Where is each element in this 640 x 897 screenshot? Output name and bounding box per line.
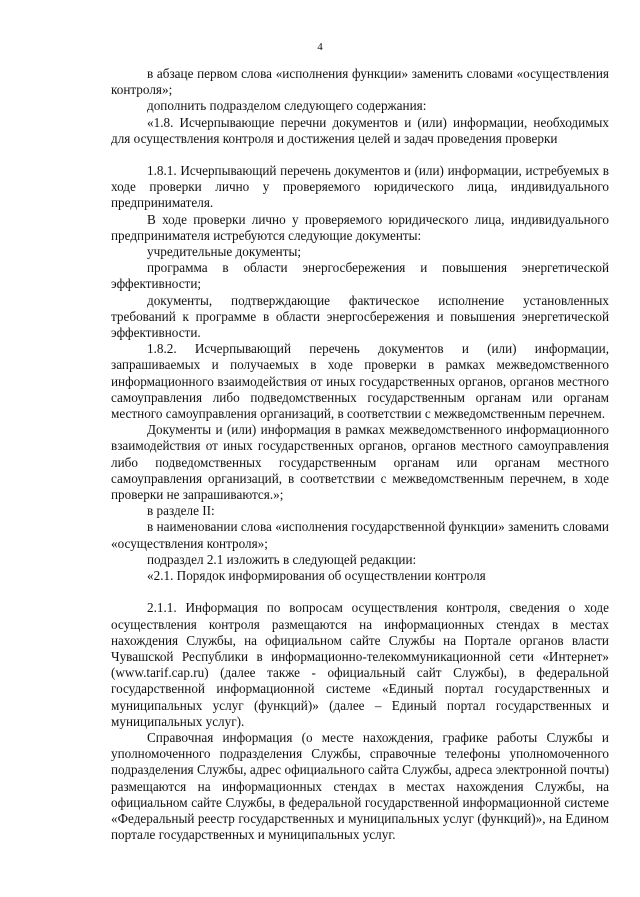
list-item: учредительные документы; — [147, 244, 302, 260]
paragraph: дополнить подразделом следующего содержания: — [147, 98, 427, 114]
paragraph: подраздел 2.1 изложить в следующей редакции: — [147, 551, 417, 567]
paragraph: 1.8.2. Исчерпывающий перечень документов и (или) информации, запрашиваемых и получаемых в ходе проверки в рамках межведомственного информационного взаимодействия от иных государственных органов, органов местного самоуправления либо подведомственных государственным органам или органам местного самоуправления организаций, в соответствии с межведомственным перечнем. — [111, 341, 609, 422]
document-body — [111, 66, 609, 843]
paragraph: в абзаце первом слова «исполнения функции» заменить словами «осуществления контроля»; — [111, 66, 609, 98]
page-number: 4 — [317, 41, 323, 53]
paragraph: 2.1.1. Информация по вопросам осуществления контроля, сведения о ходе осуществления контроля размещаются на информационных стендах в местах нахождения Службы, на официальном сайте Службы на Портале органов власти Чувашской Республики в информационно-телекоммуникационной сети «Интернет» (www.tarif.cap.ru) (далее также - официальный сайт Службы), в федеральной государственной информационной системе «Единый портал государственных и муниципальных услуг (функций)» (далее – Единый портал государственных и муниципальных услуг). — [111, 600, 609, 729]
paragraph: в наименовании слова «исполнения государственной функции» заменить словами «осуществления контроля»; — [111, 519, 609, 551]
paragraph: Документы и (или) информация в рамках межведомственного информационного взаимодействия от иных государственных органов, органов местного самоуправления либо подведомственных государственным органам или органам местного самоуправления организаций, в соответствии с межведомственным перечнем, в ходе проверки не запрашиваются.»; — [111, 422, 609, 503]
paragraph: Справочная информация (о месте нахождения, графике работы Службы и уполномоченного подразделения Службы, справочные телефоны уполномоченного подразделения Службы, адрес официального сайта Службы, адреса электронной почты) размещаются на информационных стендах в местах нахождения Службы, на официальном сайте Службы, в федеральной государственной информационной системе «Федеральный реестр государственных и муниципальных услуг (функций)», на Едином портале государственных и муниципальных услуг. — [111, 729, 609, 843]
section-heading-2-1: «2.1. Порядок информирования об осуществлении контроля — [147, 568, 486, 584]
paragraph: в разделе II: — [147, 503, 215, 519]
list-item: документы, подтверждающие фактическое исполнение установленных требований к программе в области энергосбережения и повышения энергетической эффективности. — [111, 292, 609, 341]
paragraph: 1.8.1. Исчерпывающий перечень документов и (или) информации, истребуемых в ходе проверки лично у проверяемого юридического лица, индивидуального предпринимателя. — [111, 163, 609, 211]
section-heading-1-8: «1.8. Исчерпывающие перечни документов и (или) информации, необходимых для осуществления контроля и достижения целей и задач проведения проверки — [111, 114, 609, 146]
list-item: программа в области энергосбережения и повышения энергетической эффективности; — [111, 260, 609, 292]
paragraph: В ходе проверки лично у проверяемого юридического лица, индивидуального предпринимателя истребуются следующие документы: — [111, 211, 609, 243]
